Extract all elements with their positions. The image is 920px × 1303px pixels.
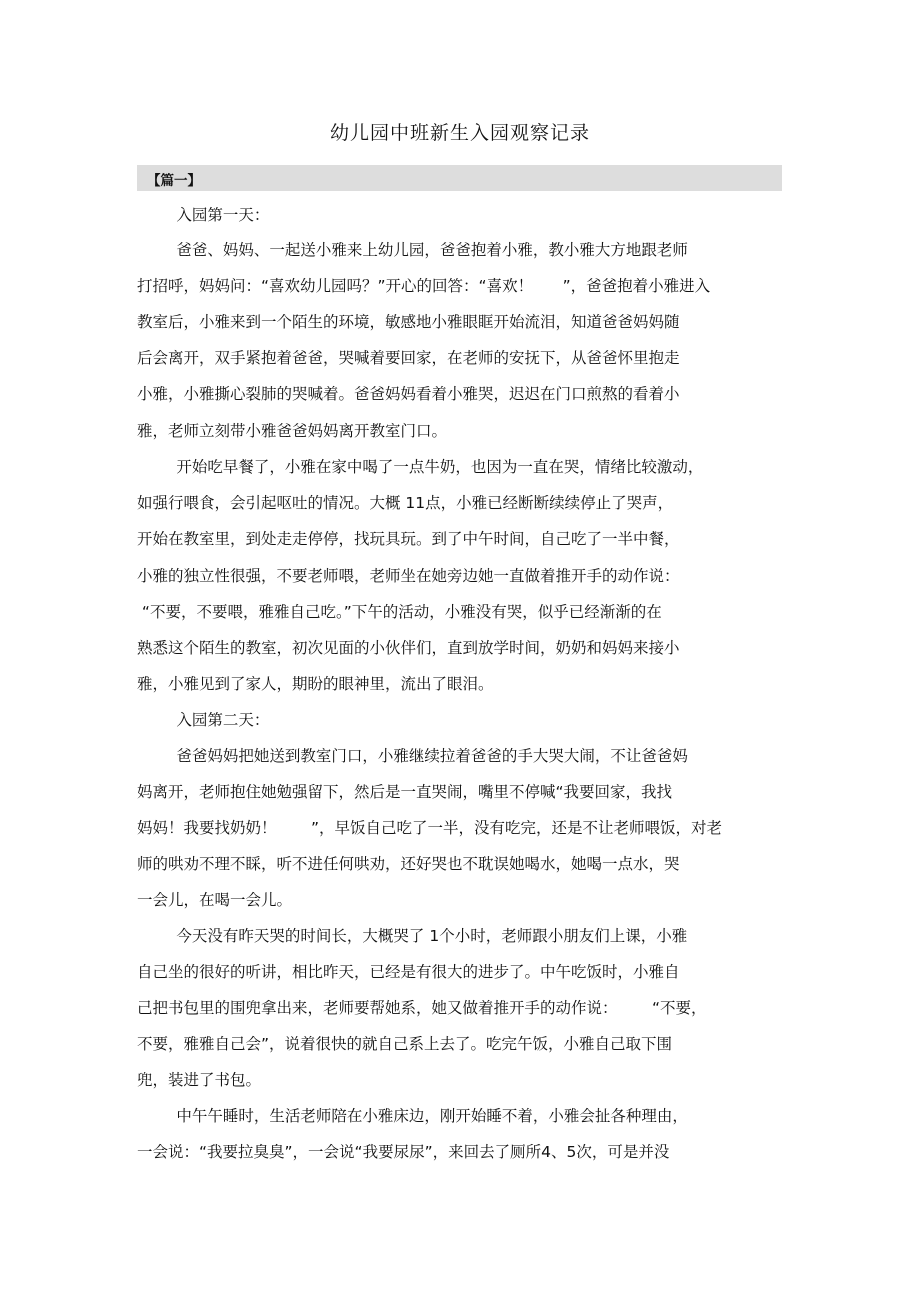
paragraph-line: 雅，小雅见到了家人，期盼的眼神里，流出了眼泪。 <box>137 675 494 693</box>
section-header-bar <box>137 165 782 191</box>
paragraph-line: 一会说：“我要拉臭臭”，一会说“我要尿尿”，来回去了厕所4、5次，可是并没 <box>137 1143 670 1161</box>
paragraph-line: 师的哄劝不理不睬，听不进任何哄劝，还好哭也不耽误她喝水，她喝一点水，哭 <box>137 855 680 873</box>
paragraph-line: 中午午睡时，生活老师陪在小雅床边，刚开始睡不着，小雅会扯各种理由， <box>137 1107 688 1125</box>
paragraph-line: 入园第二天： <box>137 711 270 729</box>
paragraph-line: 爸爸、妈妈、一起送小雅来上幼儿园，爸爸抱着小雅，教小雅大方地跟老师 <box>137 241 688 259</box>
paragraph-line: 不要，雅雅自己会”，说着很快的就自己系上去了。吃完午饭，小雅自己取下围 <box>137 1035 673 1053</box>
paragraph-line: 如强行喂食，会引起呕吐的情况。大概 11点，小雅已经断断续续停止了哭声， <box>137 494 674 512</box>
paragraph-line: 妈妈！我要找奶奶！ ”，早饭自己吃了一半，没有吃完，还是不让老师喂饭，对老 <box>137 819 723 837</box>
paragraph-line: 雅，老师立刻带小雅爸爸妈妈离开教室门口。 <box>137 422 448 440</box>
paragraph-line: 今天没有昨天哭的时间长，大概哭了 1个小时，老师跟小朋友们上课，小雅 <box>137 927 688 945</box>
paragraph-line: 妈离开，老师抱住她勉强留下，然后是一直哭闹，嘴里不停喊“我要回家，我找 <box>137 783 673 801</box>
paragraph-line: 自己坐的很好的听讲，相比昨天，已经是有很大的进步了。中午吃饭时，小雅自 <box>137 963 680 981</box>
paragraph-line: 后会离开，双手紧抱着爸爸，哭喊着要回家，在老师的安抚下，从爸爸怀里抱走 <box>137 349 680 367</box>
paragraph-line: “不要，不要喂，雅雅自己吃。”下午的活动，小雅没有哭，似乎已经渐渐的在 <box>137 603 662 621</box>
paragraph-line: 小雅的独立性很强，不要老师喂，老师坐在她旁边她一直做着推开手的动作说： <box>137 567 680 585</box>
paragraph-line: 教室后，小雅来到一个陌生的环境，敏感地小雅眼眶开始流泪，知道爸爸妈妈随 <box>137 313 680 331</box>
paragraph-line: 打招呼，妈妈问：“喜欢幼儿园吗？”开心的回答：“喜欢！ ”，爸爸抱着小雅进入 <box>137 277 711 295</box>
paragraph-line: 开始吃早餐了，小雅在家中喝了一点牛奶，也因为一直在哭，情绪比较激动， <box>137 458 704 476</box>
document-title: 幼儿园中班新生入园观察记录 <box>329 122 590 144</box>
paragraph-line: 熟悉这个陌生的教室，初次见面的小伙伴们，直到放学时间，奶奶和妈妈来接小 <box>137 639 680 657</box>
section-label: 【篇一】 <box>147 173 201 189</box>
paragraph-line: 开始在教室里，到处走走停停，找玩具玩。到了中午时间，自己吃了一半中餐， <box>137 530 680 548</box>
paragraph-line: 一会儿，在喝一会儿。 <box>137 891 293 909</box>
paragraph-line: 入园第一天： <box>137 206 270 224</box>
paragraph-line: 小雅，小雅撕心裂肺的哭喊着。爸爸妈妈看着小雅哭，迟迟在门口煎熬的看着小 <box>137 385 680 403</box>
paragraph-line: 兜，装进了书包。 <box>137 1071 262 1089</box>
paragraph-line: 己把书包里的围兜拿出来，老师要帮她系，她又做着推开手的动作说： “不要， <box>137 999 707 1017</box>
paragraph-line: 爸爸妈妈把她送到教室门口，小雅继续拉着爸爸的手大哭大闹，不让爸爸妈 <box>137 747 688 765</box>
